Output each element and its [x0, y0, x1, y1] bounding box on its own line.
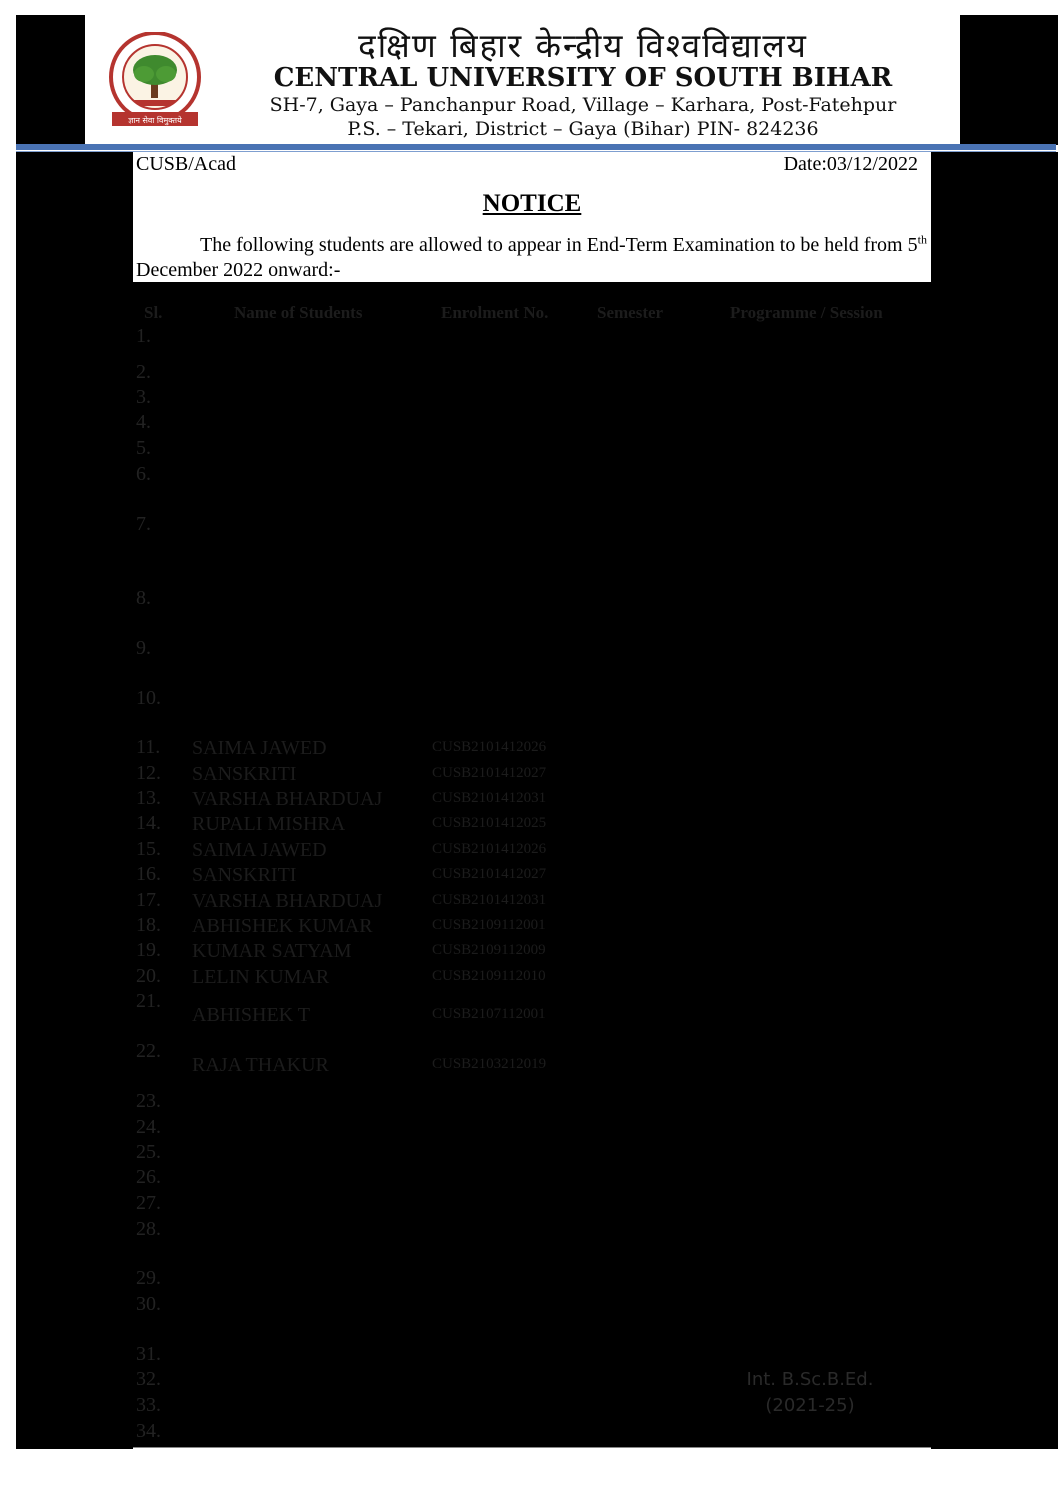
- row-sl-number: 9.: [136, 637, 151, 659]
- row-enrolment-number: CUSB2101412031: [432, 892, 547, 908]
- university-name-hindi: दक्षिण बिहार केन्द्रीय विश्वविद्यालय: [358, 26, 808, 65]
- university-name-english: CENTRAL UNIVERSITY OF SOUTH BIHAR: [273, 63, 893, 93]
- footer-rule: [133, 1447, 931, 1448]
- row-enrolment-number: CUSB2101412027: [432, 765, 547, 781]
- row-enrolment-number: CUSB2107112001: [432, 1006, 546, 1022]
- row-sl-number: 18.: [136, 914, 161, 936]
- logo-motto: ज्ञान सेवा विमुक्तये: [128, 116, 182, 125]
- row-sl-number: 29.: [136, 1267, 161, 1289]
- address-line-1: SH-7, Gaya – Panchanpur Road, Village – Karhara, Post-Fatehpur: [269, 94, 897, 116]
- row-enrolment-number: CUSB2109112009: [432, 942, 546, 958]
- row-sl-number: 13.: [136, 787, 161, 809]
- row-sl-number: 21.: [136, 990, 161, 1012]
- redaction-left-body: [16, 152, 133, 1449]
- header-enrolment: Enrolment No.: [441, 303, 549, 322]
- row-student-name: VARSHA BHARDUAJ: [192, 890, 383, 912]
- notice-title: NOTICE: [482, 190, 582, 217]
- university-logo: [104, 32, 206, 132]
- row-sl-number: 33.: [136, 1394, 161, 1416]
- redaction-right-top: [960, 15, 1058, 145]
- row-student-name: ABHISHEK T: [192, 1004, 310, 1026]
- row-student-name: RAJA THAKUR: [192, 1054, 329, 1076]
- header-programme: Programme / Session: [730, 303, 883, 322]
- row-student-name: ABHISHEK KUMAR: [192, 915, 373, 937]
- row-sl-number: 4.: [136, 411, 151, 433]
- intro-text-b: December 2022 onward:-: [136, 259, 341, 281]
- row-student-name: SAIMA JAWED: [192, 737, 327, 759]
- header-semester: Semester: [597, 303, 664, 322]
- row-sl-number: 32.: [136, 1368, 161, 1390]
- row-enrolment-number: CUSB2101412031: [432, 790, 547, 806]
- row-enrolment-number: CUSB2101412026: [432, 739, 547, 755]
- row-student-name: KUMAR SATYAM: [192, 940, 352, 962]
- redaction-left-top: [16, 15, 85, 145]
- row-sl-number: 24.: [136, 1116, 161, 1138]
- row-sl-number: 12.: [136, 762, 161, 784]
- row-sl-number: 34.: [136, 1420, 161, 1442]
- programme-session: (2021-25): [765, 1395, 855, 1416]
- row-sl-number: 6.: [136, 463, 151, 485]
- row-sl-number: 22.: [136, 1040, 161, 1062]
- row-student-name: SANSKRITI: [192, 763, 297, 785]
- row-enrolment-number: CUSB2101412026: [432, 841, 547, 857]
- header-sl: Sl.: [144, 303, 163, 322]
- notice-date: Date:03/12/2022: [783, 153, 918, 175]
- redaction-right-body: [931, 152, 1058, 1449]
- reference-number: CUSB/Acad: [136, 153, 236, 175]
- row-sl-number: 31.: [136, 1343, 161, 1365]
- row-sl-number: 11.: [136, 736, 161, 758]
- row-student-name: SAIMA JAWED: [192, 839, 327, 861]
- row-sl-number: 17.: [136, 889, 161, 911]
- row-enrolment-number: CUSB2101412027: [432, 866, 547, 882]
- row-sl-number: 27.: [136, 1192, 161, 1214]
- row-sl-number: 23.: [136, 1090, 161, 1112]
- row-student-name: VARSHA BHARDUAJ: [192, 788, 383, 810]
- programme-name: Int. B.Sc.B.Ed.: [746, 1369, 874, 1390]
- row-sl-number: 2.: [136, 361, 151, 383]
- row-sl-number: 3.: [136, 386, 151, 408]
- header-name: Name of Students: [234, 303, 363, 322]
- row-sl-number: 15.: [136, 838, 161, 860]
- intro-text-a: The following students are allowed to appear in End-Term Examination to be held from 5: [200, 234, 918, 256]
- row-sl-number: 1.: [136, 325, 151, 347]
- intro-superscript: th: [917, 232, 927, 247]
- row-sl-number: 10.: [136, 687, 161, 709]
- header-band: [16, 144, 1056, 150]
- notice-intro: [136, 233, 927, 283]
- row-student-name: LELIN KUMAR: [192, 966, 330, 988]
- address-line-2: P.S. – Tekari, District – Gaya (Bihar) PIN- 824236: [347, 118, 819, 140]
- row-sl-number: 30.: [136, 1293, 161, 1315]
- row-sl-number: 5.: [136, 437, 151, 459]
- row-sl-number: 16.: [136, 863, 161, 885]
- row-enrolment-number: CUSB2101412025: [432, 815, 547, 831]
- row-sl-number: 14.: [136, 812, 161, 834]
- row-sl-number: 19.: [136, 939, 161, 961]
- row-sl-number: 26.: [136, 1166, 161, 1188]
- row-student-name: RUPALI MISHRA: [192, 813, 346, 835]
- header-band-thin: [16, 151, 1056, 152]
- row-student-name: SANSKRITI: [192, 864, 297, 886]
- row-sl-number: 20.: [136, 965, 161, 987]
- row-sl-number: 28.: [136, 1218, 161, 1240]
- row-sl-number: 25.: [136, 1141, 161, 1163]
- row-sl-number: 7.: [136, 513, 151, 535]
- row-enrolment-number: CUSB2109112001: [432, 917, 546, 933]
- row-enrolment-number: CUSB2103212019: [432, 1056, 547, 1072]
- row-enrolment-number: CUSB2109112010: [432, 968, 546, 984]
- row-sl-number: 8.: [136, 587, 151, 609]
